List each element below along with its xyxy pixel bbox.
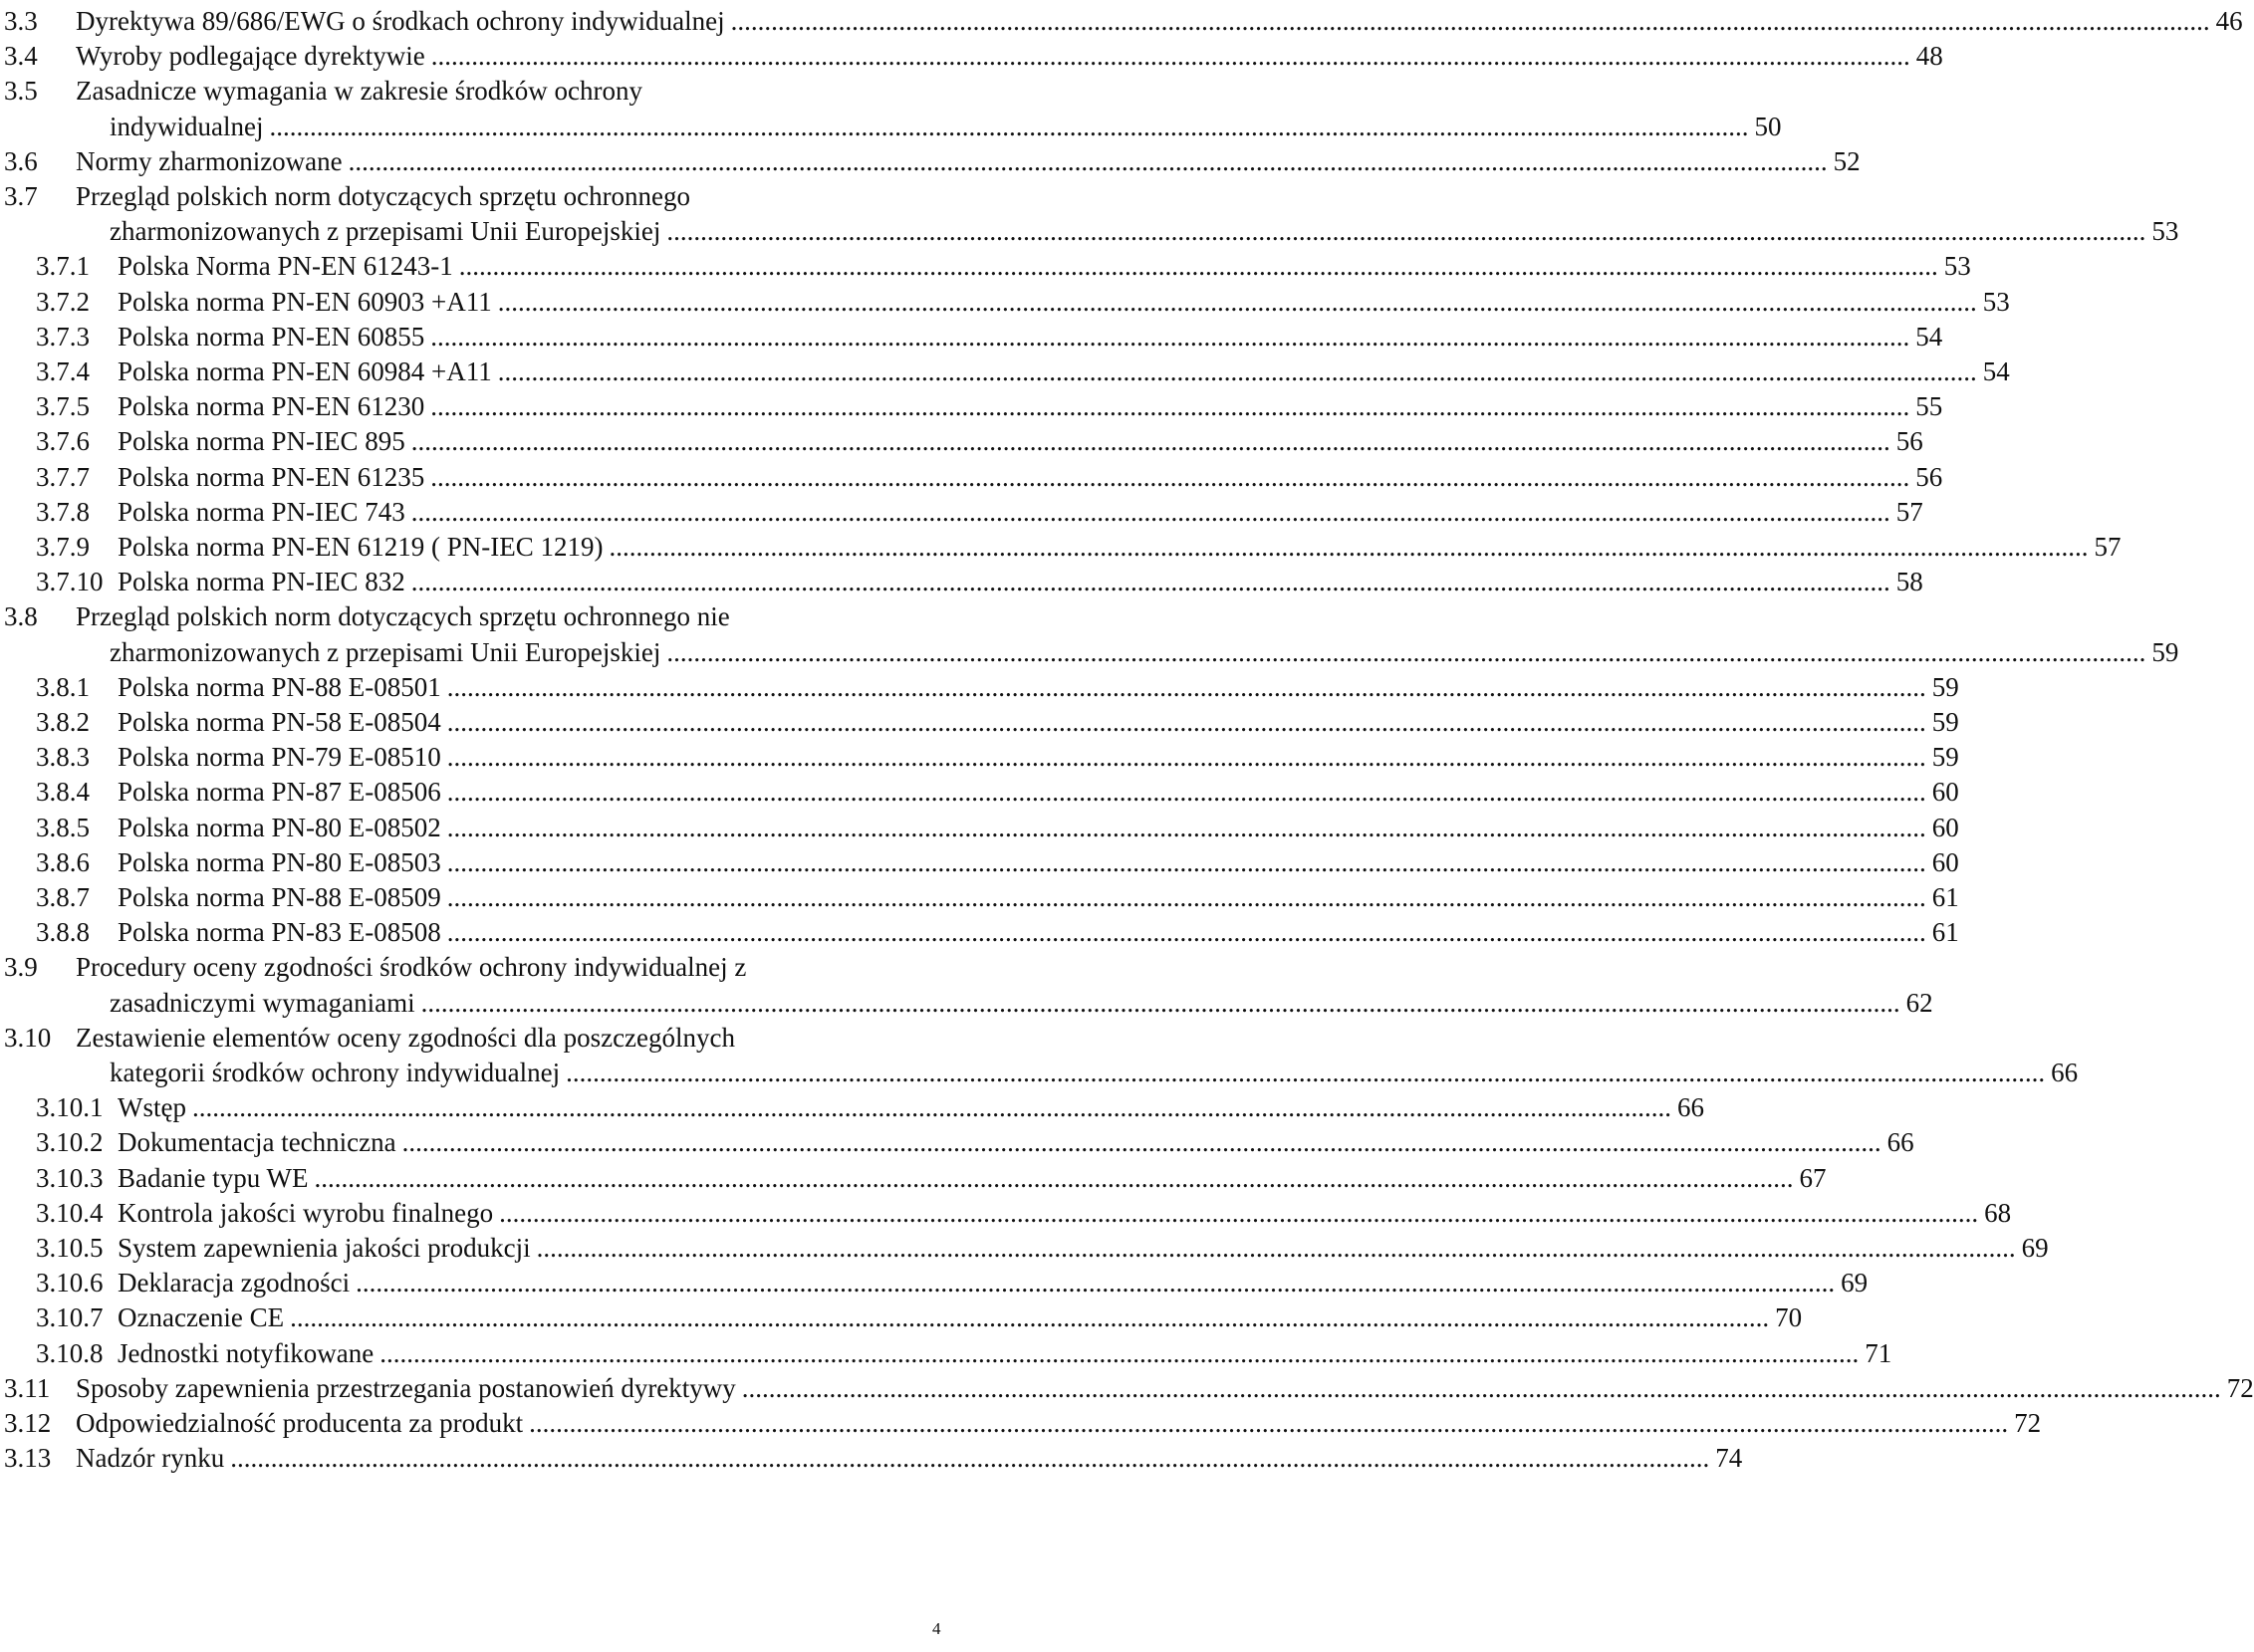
toc-entry-title: Polska norma PN-58 E-08504 xyxy=(118,707,441,737)
toc-entry[interactable] xyxy=(0,177,956,215)
dot-leader: ............................................................................................................................................................................................................................ xyxy=(446,777,1926,808)
toc-entry-title: indywidualnej xyxy=(110,111,264,141)
toc-entry-title: zharmonizowanych z przepisami Unii Europejskiej xyxy=(110,636,661,667)
toc-entry[interactable] xyxy=(0,703,1959,741)
toc-entry-number: 3.11 xyxy=(4,1372,51,1403)
toc-entry[interactable] xyxy=(0,948,956,986)
toc-entry-page: 74 xyxy=(1715,1443,1743,1474)
toc-entry-page: 59 xyxy=(2151,636,2179,667)
dot-leader: ............................................................................................................................................................................................................................ xyxy=(458,251,1938,282)
toc-entry-page: 58 xyxy=(1895,567,1923,597)
dot-leader: ............................................................................................................................................................................................................................ xyxy=(446,917,1926,948)
dot-leader: ............................................................................................................................................................................................................................ xyxy=(401,1127,1881,1158)
toc-entry-page: 70 xyxy=(1775,1302,1803,1333)
toc-entry[interactable] xyxy=(0,212,2179,250)
toc-entry[interactable] xyxy=(0,458,1943,496)
toc-entry-number: 3.10.4 xyxy=(36,1197,104,1228)
toc-entry-number: 3.7.2 xyxy=(36,286,90,317)
toc-entry-title: Przegląd polskich norm dotyczących sprzętu ochronnego nie xyxy=(76,601,730,632)
dot-leader: ............................................................................................................................................................................................................................ xyxy=(446,846,1926,877)
toc-entry-title: Polska norma PN-EN 61235 xyxy=(118,461,425,492)
toc-entry[interactable] xyxy=(0,72,956,110)
toc-entry-number: 3.7.10 xyxy=(36,567,104,597)
toc-entry-title: Oznaczenie CE xyxy=(118,1302,285,1333)
toc-entry-number: 3.8.1 xyxy=(36,671,90,702)
toc-entry-title: Sposoby zapewnienia przestrzegania postanowień dyrektywy xyxy=(76,1372,736,1403)
dot-leader: ............................................................................................................................................................................................................................ xyxy=(609,532,2089,562)
dot-leader: ............................................................................................................................................................................................................................ xyxy=(420,987,1900,1018)
toc-entry-page: 71 xyxy=(1865,1337,1892,1368)
toc-entry[interactable] xyxy=(0,1369,2254,1407)
toc-entry-title: Kontrola jakości wyrobu finalnego xyxy=(118,1197,494,1228)
toc-entry-number: 3.10 xyxy=(4,1022,52,1053)
toc-entry[interactable] xyxy=(0,1298,1803,1336)
toc-entry-title: Polska norma PN-80 E-08503 xyxy=(118,846,441,877)
toc-entry-page: 57 xyxy=(1895,496,1923,527)
toc-entry-page: 60 xyxy=(1931,777,1959,808)
toc-entry-number: 3.7.3 xyxy=(36,321,90,352)
dot-leader: ............................................................................................................................................................................................................................ xyxy=(379,1337,1860,1368)
toc-entry-page: 52 xyxy=(1833,145,1861,176)
toc-entry[interactable] xyxy=(0,1439,1743,1477)
dot-leader: ............................................................................................................................................................................................................................ xyxy=(430,391,1910,422)
toc-entry[interactable] xyxy=(0,493,1923,531)
toc-entry-page: 62 xyxy=(1905,987,1933,1018)
dot-leader: ............................................................................................................................................................................................................................ xyxy=(446,671,1926,702)
toc-entry-page: 61 xyxy=(1931,917,1959,948)
dot-leader: ............................................................................................................................................................................................................................ xyxy=(529,1408,2009,1438)
toc-entry-title: System zapewnienia jakości produkcji xyxy=(118,1233,531,1263)
toc-entry-title: Polska norma PN-EN 60903 +A11 xyxy=(118,286,492,317)
toc-entry-page: 67 xyxy=(1799,1162,1827,1193)
toc-entry[interactable] xyxy=(0,597,956,635)
toc-entry[interactable] xyxy=(0,37,1943,75)
dot-leader: ............................................................................................................................................................................................................................ xyxy=(191,1092,1671,1123)
dot-leader: ............................................................................................................................................................................................................................ xyxy=(430,41,1910,72)
toc-entry-number: 3.13 xyxy=(4,1443,52,1474)
toc-entry-title: Odpowiedzialność producenta za produkt xyxy=(76,1408,524,1438)
toc-entry[interactable] xyxy=(0,1054,2079,1091)
toc-entry-page: 53 xyxy=(1943,251,1971,282)
toc-entry-title: Polska norma PN-80 E-08502 xyxy=(118,812,441,842)
toc-entry-page: 59 xyxy=(1931,707,1959,737)
dot-leader: ............................................................................................................................................................................................................................ xyxy=(410,567,1890,597)
dot-leader: ............................................................................................................................................................................................................................ xyxy=(430,461,1910,492)
toc-entry[interactable] xyxy=(0,247,1971,285)
toc-entry-page: 66 xyxy=(1676,1092,1704,1123)
toc-entry-title: Polska norma PN-88 E-08501 xyxy=(118,671,441,702)
dot-leader: ............................................................................................................................................................................................................................ xyxy=(446,742,1926,773)
dot-leader: ............................................................................................................................................................................................................................ xyxy=(497,356,1977,386)
toc-entry-number: 3.5 xyxy=(4,76,38,107)
toc-entry-page: 60 xyxy=(1931,812,1959,842)
toc-entry[interactable] xyxy=(0,1334,1892,1372)
dot-leader: ............................................................................................................................................................................................................................ xyxy=(348,145,1828,176)
toc-entry-title: Zasadnicze wymagania w zakresie środków ochrony xyxy=(76,76,643,107)
toc-entry-title: Polska norma PN-IEC 895 xyxy=(118,426,405,457)
toc-entry-page: 50 xyxy=(1754,111,1782,141)
dot-leader: ............................................................................................................................................................................................................................ xyxy=(666,636,2146,667)
toc-entry[interactable] xyxy=(0,984,1933,1022)
toc-entry[interactable] xyxy=(0,318,1943,355)
toc-entry-page: 72 xyxy=(2226,1372,2254,1403)
toc-entry-number: 3.8.7 xyxy=(36,882,90,912)
toc-entry-number: 3.10.6 xyxy=(36,1268,104,1298)
toc-entry-page: 46 xyxy=(2215,6,2243,36)
dot-leader: ............................................................................................................................................................................................................................ xyxy=(446,812,1926,842)
toc-entry-number: 3.7.8 xyxy=(36,496,90,527)
toc-entry-title: Normy zharmonizowane xyxy=(76,145,343,176)
toc-entry-title: Polska norma PN-EN 61219 ( PN-IEC 1219) xyxy=(118,532,604,562)
toc-entry-title: Jednostki notyfikowane xyxy=(118,1337,375,1368)
toc-entry-number: 3.8.2 xyxy=(36,707,90,737)
toc-entry-title: kategorii środków ochrony indywidualnej xyxy=(110,1058,561,1087)
toc-entry-title: Przegląd polskich norm dotyczących sprzętu ochronnego xyxy=(76,181,691,211)
toc-entry-page: 56 xyxy=(1915,461,1943,492)
toc-entry[interactable] xyxy=(0,1229,2049,1267)
toc-entry-number: 3.8 xyxy=(4,601,38,632)
dot-leader: ............................................................................................................................................................................................................................ xyxy=(536,1233,2016,1263)
toc-entry-title: Nadzór rynku xyxy=(76,1443,225,1474)
toc-entry-number: 3.8.5 xyxy=(36,812,90,842)
toc-entry[interactable] xyxy=(0,283,2010,321)
toc-entry-page: 61 xyxy=(1931,882,1959,912)
toc-entry-title: Polska norma PN-83 E-08508 xyxy=(118,917,441,948)
dot-leader: ............................................................................................................................................................................................................................ xyxy=(741,1372,2221,1403)
toc-entry[interactable] xyxy=(0,633,2179,671)
dot-leader: ............................................................................................................................................................................................................................ xyxy=(446,882,1926,912)
dot-leader: ............................................................................................................................................................................................................................ xyxy=(269,111,1749,141)
toc-entry[interactable] xyxy=(0,913,1959,951)
toc-entry[interactable] xyxy=(0,387,1943,425)
toc-entry-title: Polska norma PN-79 E-08510 xyxy=(118,742,441,773)
toc-entry[interactable] xyxy=(0,1019,956,1057)
toc-entry-title: zharmonizowanych z przepisami Unii Europejskiej xyxy=(110,216,661,247)
toc-entry-page: 66 xyxy=(1886,1127,1914,1158)
toc-entry-number: 3.10.2 xyxy=(36,1127,104,1158)
dot-leader: ............................................................................................................................................................................................................................ xyxy=(356,1268,1836,1298)
toc-entry[interactable] xyxy=(0,668,1959,706)
toc-entry-page: 55 xyxy=(1915,391,1943,422)
toc-entry-number: 3.7.5 xyxy=(36,391,90,422)
dot-leader: ............................................................................................................................................................................................................................ xyxy=(666,216,2146,247)
dot-leader: ............................................................................................................................................................................................................................ xyxy=(497,286,1977,317)
toc-entry-title: Dyrektywa 89/686/EWG o środkach ochrony indywidualnej xyxy=(76,6,725,36)
toc-entry[interactable] xyxy=(0,1159,1827,1197)
toc-entry-title: Wstęp xyxy=(118,1092,186,1123)
toc-entry[interactable] xyxy=(0,353,2010,390)
toc-entry-number: 3.7.4 xyxy=(36,356,90,386)
toc-entry[interactable] xyxy=(0,773,1959,811)
toc-entry-title: Wyroby podlegające dyrektywie xyxy=(76,41,425,72)
dot-leader: ............................................................................................................................................................................................................................ xyxy=(730,6,2210,36)
toc-entry-title: zasadniczymi wymaganiami xyxy=(110,987,415,1018)
toc-entry-title: Polska norma PN-EN 61230 xyxy=(118,391,425,422)
toc-entry-title: Procedury oceny zgodności środków ochrony indywidualnej z xyxy=(76,952,747,983)
toc-entry-number: 3.10.3 xyxy=(36,1162,104,1193)
toc-entry-page: 56 xyxy=(1895,426,1923,457)
toc-entry-number: 3.7.7 xyxy=(36,461,90,492)
toc-entry-number: 3.7.9 xyxy=(36,532,90,562)
toc-entry-page: 54 xyxy=(1915,321,1943,352)
toc-entry-title: Badanie typu WE xyxy=(118,1162,309,1193)
dot-leader: ............................................................................................................................................................................................................................ xyxy=(314,1162,1794,1193)
dot-leader: ............................................................................................................................................................................................................................ xyxy=(230,1443,1710,1474)
toc-entry[interactable] xyxy=(0,1194,2012,1232)
toc-entry-page: 66 xyxy=(2051,1058,2079,1087)
toc-entry-number: 3.4 xyxy=(4,41,38,72)
toc-entry[interactable] xyxy=(0,528,2122,566)
toc-entry-title: Polska norma PN-87 E-08506 xyxy=(118,777,441,808)
toc-entry[interactable] xyxy=(0,738,1959,776)
toc-entry-page: 69 xyxy=(1841,1268,1869,1298)
toc-entry-number: 3.10.5 xyxy=(36,1233,104,1263)
dot-leader: ............................................................................................................................................................................................................................ xyxy=(499,1197,1979,1228)
toc-entry-page: 54 xyxy=(1982,356,2010,386)
toc-entry-number: 3.7.1 xyxy=(36,251,90,282)
toc-entry-page: 69 xyxy=(2021,1233,2049,1263)
toc-entry-title: Polska norma PN-88 E-08509 xyxy=(118,882,441,912)
toc-entry-number: 3.7 xyxy=(4,181,38,211)
toc-entry-page: 53 xyxy=(1982,286,2010,317)
toc-entry-number: 3.3 xyxy=(4,6,38,36)
toc-entry-number: 3.10.8 xyxy=(36,1337,104,1368)
page-number: 4 xyxy=(932,1619,941,1638)
toc-entry[interactable] xyxy=(0,1404,2042,1442)
toc-entry-page: 48 xyxy=(1915,41,1943,72)
toc-entry[interactable] xyxy=(0,843,1959,881)
toc-entry-page: 59 xyxy=(1931,671,1959,702)
toc-entry[interactable] xyxy=(0,1123,1914,1161)
dot-leader: ............................................................................................................................................................................................................................ xyxy=(566,1058,2046,1087)
toc-entry-number: 3.10.7 xyxy=(36,1302,104,1333)
toc-entry-number: 3.6 xyxy=(4,145,38,176)
dot-leader: ............................................................................................................................................................................................................................ xyxy=(290,1302,1770,1333)
toc-entry[interactable] xyxy=(0,1264,1869,1301)
toc-entry-title: Polska norma PN-EN 60984 +A11 xyxy=(118,356,492,386)
toc-entry[interactable] xyxy=(0,2,2243,40)
toc-entry-number: 3.9 xyxy=(4,952,38,983)
toc-entry-number: 3.10.1 xyxy=(36,1092,104,1123)
toc-entry-number: 3.12 xyxy=(4,1408,52,1438)
dot-leader: ............................................................................................................................................................................................................................ xyxy=(410,426,1890,457)
toc-entry-title: Zestawienie elementów oceny zgodności dla poszczególnych xyxy=(76,1022,736,1053)
toc-entry-number: 3.8.3 xyxy=(36,742,90,773)
toc-entry-page: 68 xyxy=(1984,1197,2012,1228)
dot-leader: ............................................................................................................................................................................................................................ xyxy=(430,321,1910,352)
toc-entry-title: Polska norma PN-IEC 743 xyxy=(118,496,405,527)
toc-entry-page: 53 xyxy=(2151,216,2179,247)
toc-entry[interactable] xyxy=(0,809,1959,846)
toc-entry-title: Polska norma PN-IEC 832 xyxy=(118,567,405,597)
toc-entry-title: Deklaracja zgodności xyxy=(118,1268,351,1298)
toc-entry-page: 60 xyxy=(1931,846,1959,877)
toc-entry[interactable] xyxy=(0,1088,1704,1126)
toc-entry-number: 3.8.8 xyxy=(36,917,90,948)
dot-leader: ............................................................................................................................................................................................................................ xyxy=(446,707,1926,737)
toc-entry[interactable] xyxy=(0,563,1923,600)
toc-entry-number: 3.8.4 xyxy=(36,777,90,808)
toc-entry-number: 3.7.6 xyxy=(36,426,90,457)
toc-entry[interactable] xyxy=(0,422,1923,460)
toc-entry-page: 57 xyxy=(2094,532,2122,562)
toc-entry-page: 72 xyxy=(2014,1408,2042,1438)
toc-entry[interactable] xyxy=(0,142,1861,180)
toc-entry-number: 3.8.6 xyxy=(36,846,90,877)
toc-entry[interactable] xyxy=(0,878,1959,916)
toc-entry-title: Dokumentacja techniczna xyxy=(118,1127,396,1158)
toc-entry[interactable] xyxy=(0,108,1782,145)
toc-entry-title: Polska Norma PN-EN 61243-1 xyxy=(118,251,453,282)
dot-leader: ............................................................................................................................................................................................................................ xyxy=(410,496,1890,527)
toc-entry-title: Polska norma PN-EN 60855 xyxy=(118,321,425,352)
toc-entry-page: 59 xyxy=(1931,742,1959,773)
